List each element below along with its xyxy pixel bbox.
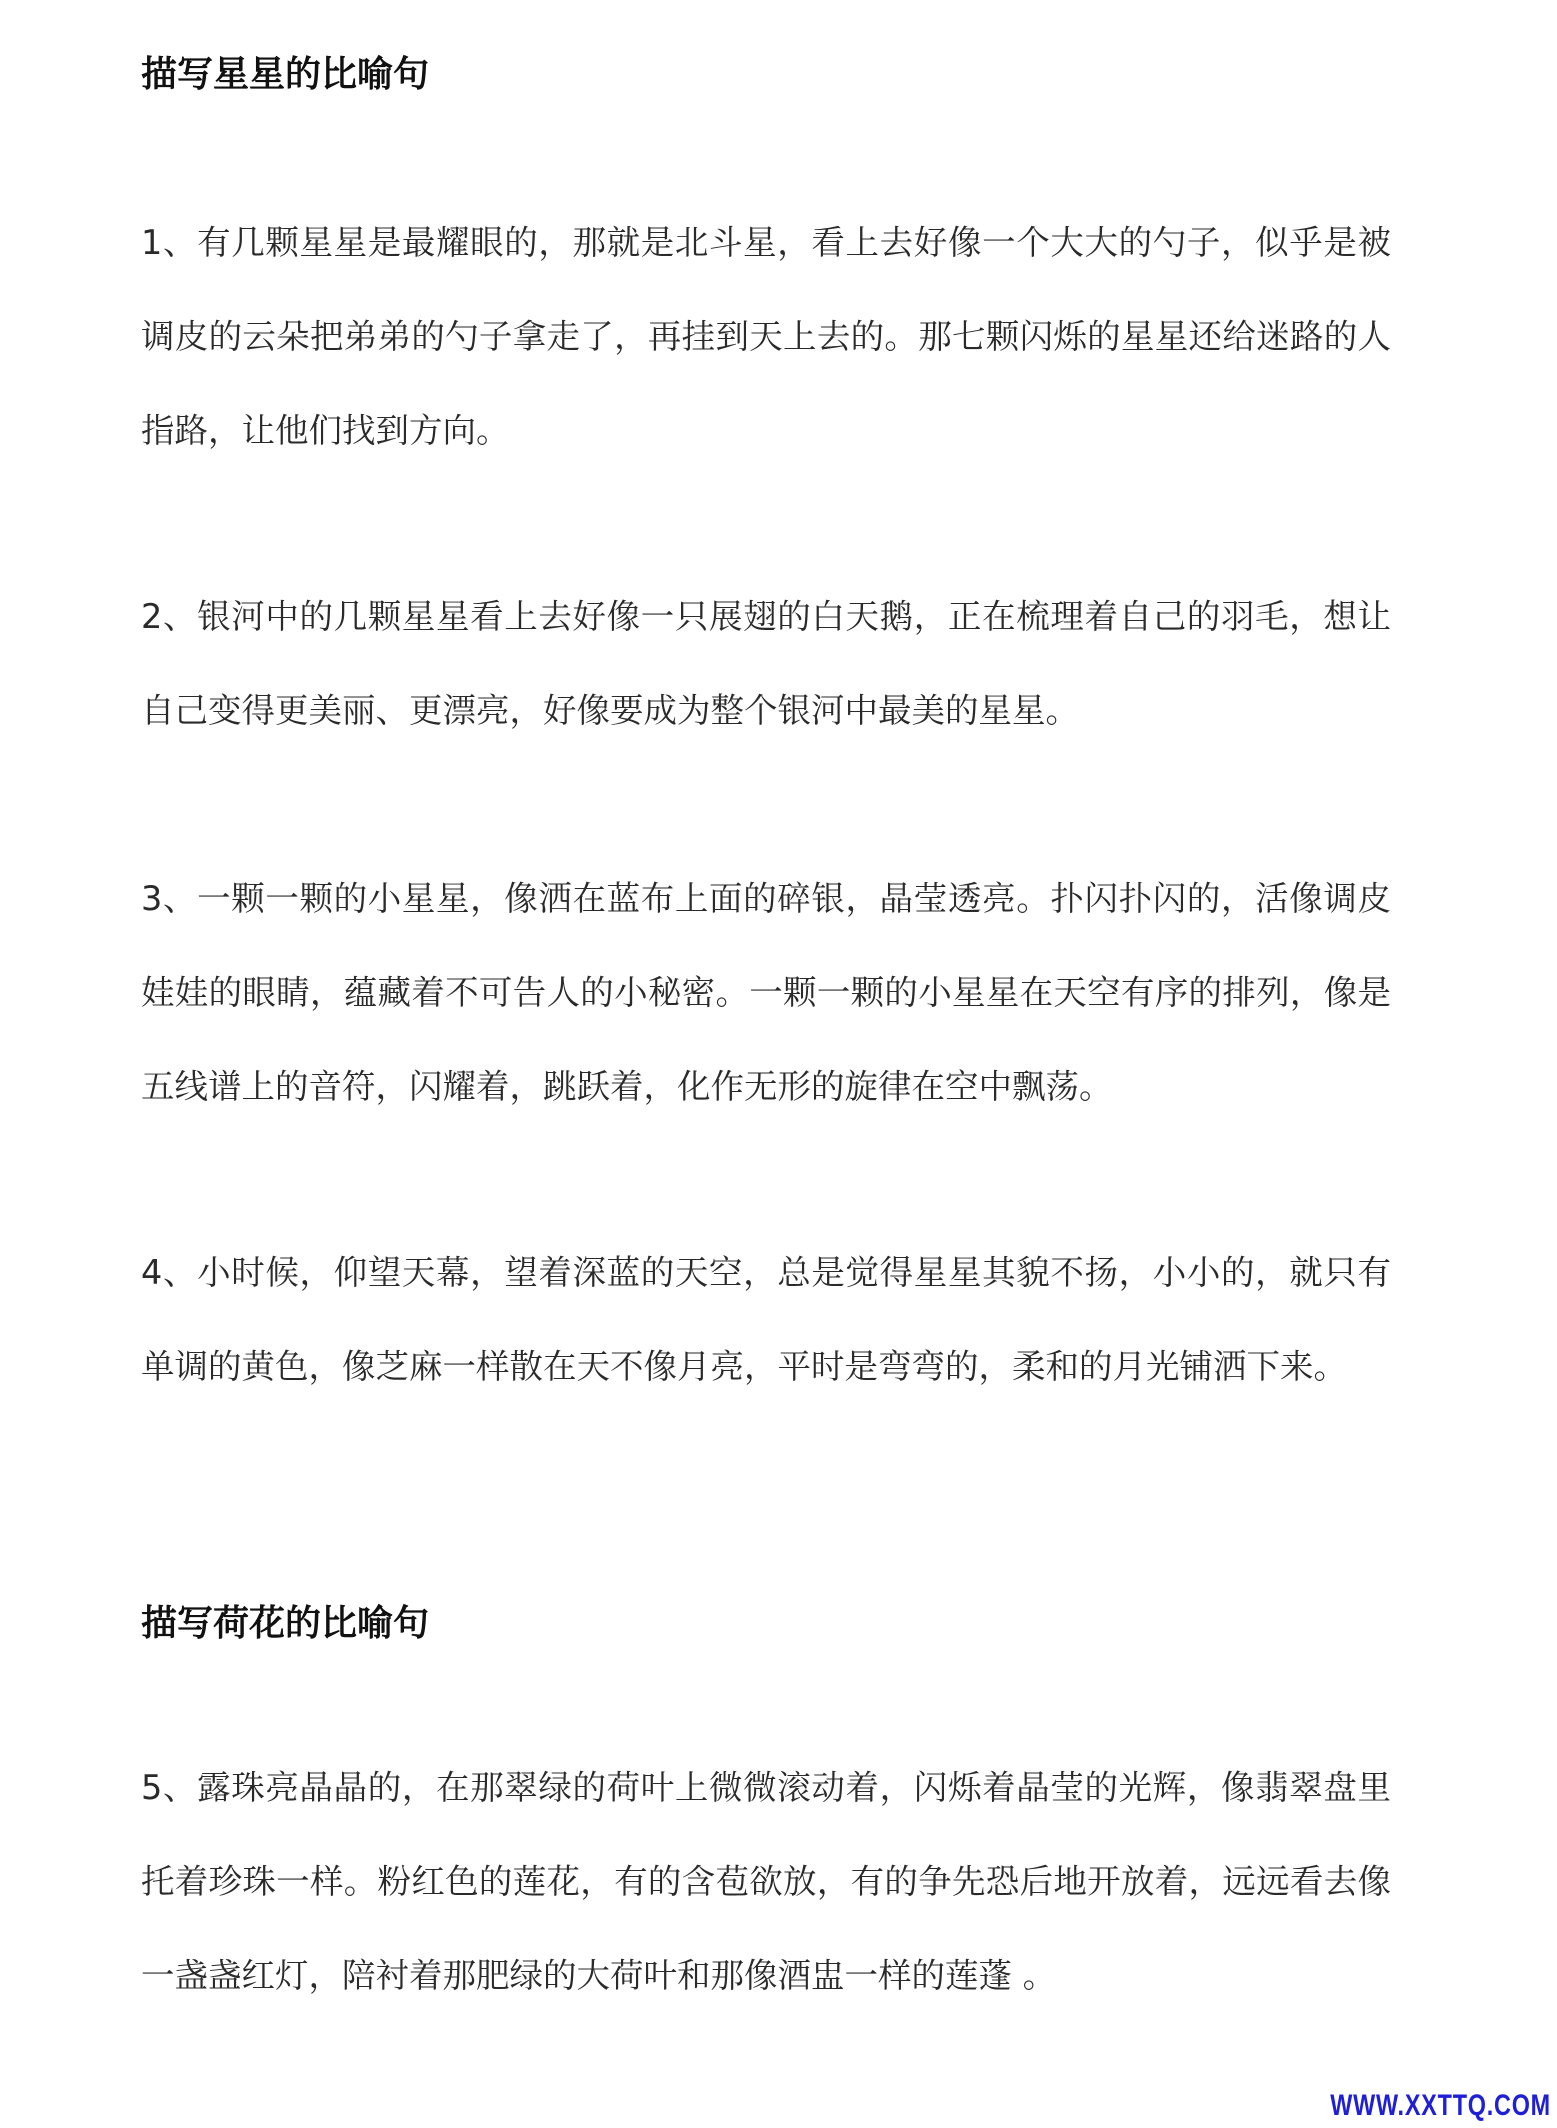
paragraph-3: 3、一颗一颗的小星星，像洒在蓝布上面的碎银，晶莹透亮。扑闪扑闪的，活像调皮娃娃的眼睛，蕴藏着不可告人的小秘密。一颗一颗的小星星在天空有序的排列，像是五线谱上的音符，闪耀着，跳跃着，化作无形的旋律在空中飘荡。	[141, 879, 1391, 1106]
section-heading-stars: 描写星星的比喻句	[141, 54, 430, 95]
paragraph-4: 4、小时候，仰望天幕，望着深蓝的天空，总是觉得星星其貌不扬，小小的，就只有单调的黄色，像芝麻一样散在天不像月亮，平时是弯弯的，柔和的月光铺洒下来。	[141, 1253, 1391, 1386]
paragraph-5: 5、露珠亮晶晶的，在那翠绿的荷叶上微微滚动着，闪烁着晶莹的光辉，像翡翠盘里托着珍珠一样。粉红色的莲花，有的含苞欲放，有的争先恐后地开放着，远远看去像一盏盏红灯，陪衬着那肥绿的大荷叶和那像酒盅一样的莲蓬 。	[141, 1768, 1391, 1995]
paragraph-1: 1、有几颗星星是最耀眼的，那就是北斗星，看上去好像一个大大的勺子，似乎是被调皮的云朵把弟弟的勺子拿走了，再挂到天上去的。那七颗闪烁的星星还给迷路的人指路，让他们找到方向。	[141, 223, 1391, 450]
section-heading-lotus: 描写荷花的比喻句	[141, 1603, 430, 1644]
site-watermark: WWW.XXTTQ.COM	[1330, 2089, 1551, 2122]
paragraph-2: 2、银河中的几颗星星看上去好像一只展翅的白天鹅，正在梳理着自己的羽毛，想让自己变得更美丽、更漂亮，好像要成为整个银河中最美的星星。	[141, 597, 1391, 730]
